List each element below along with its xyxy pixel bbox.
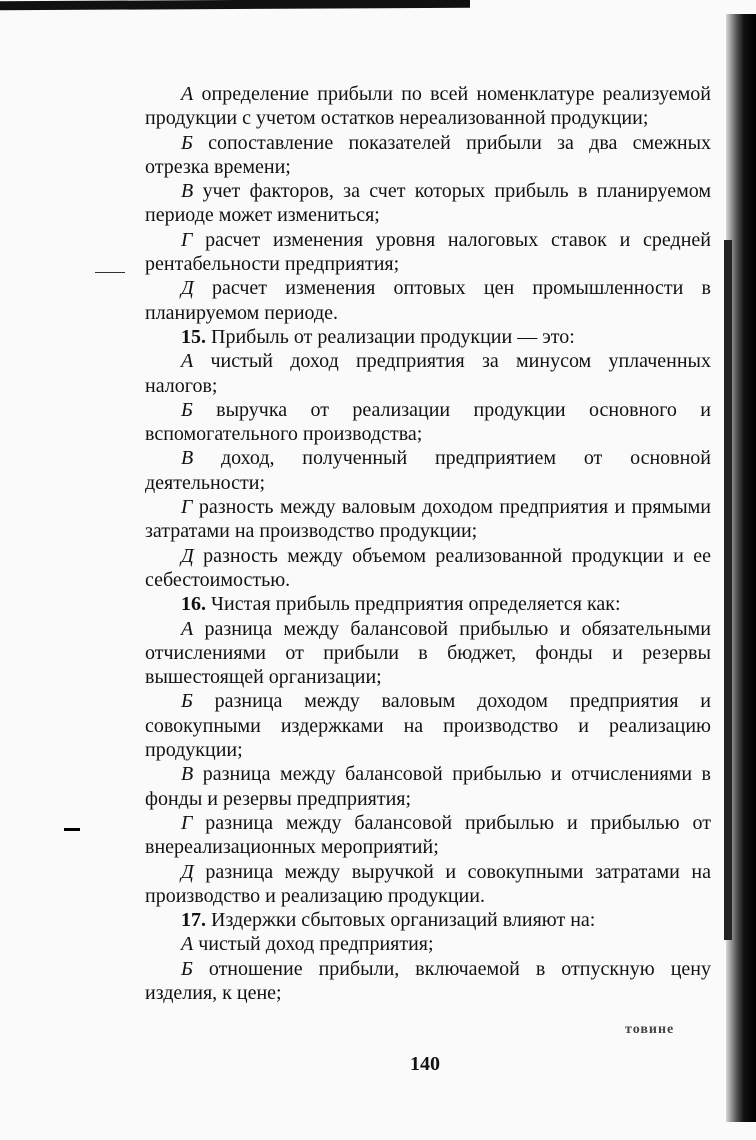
option-text: чистый доход предприятия; <box>198 933 434 956</box>
option-letter: А <box>181 350 194 373</box>
answer-option <box>145 446 711 495</box>
question-text: Прибыль от реализации продукции — это: <box>211 325 575 348</box>
option-text: расчет изменения уровня налоговых ставок и средней рентабельности предприятия; <box>145 228 711 276</box>
option-letter: Г <box>181 811 193 834</box>
option-letter: Д <box>181 544 194 567</box>
option-letter: В <box>181 180 194 203</box>
option-text: доход, полученный предприятием от основной деятельности; <box>145 447 711 494</box>
answer-option <box>145 349 711 398</box>
option-text: разность между валовым доходом предприятия и прямыми затратами на производство продукции; <box>145 496 711 543</box>
option-letter: Г <box>181 228 193 251</box>
option-letter: А <box>181 617 194 640</box>
option-text: сопоставление показателей прибыли за два смежных отрезка времени; <box>145 131 712 178</box>
option-text: расчет изменения оптовых цен промышленности в планируемом периоде. <box>145 277 711 324</box>
question-text: Чистая прибыль предприятия определяется как: <box>211 593 621 616</box>
answer-option <box>145 276 711 325</box>
answer-option <box>145 228 711 277</box>
option-letter: А <box>181 83 194 105</box>
option-letter: Б <box>181 957 193 980</box>
answer-option <box>145 617 711 690</box>
option-letter: Д <box>181 277 194 300</box>
option-letter: Б <box>181 398 193 421</box>
answer-option <box>145 495 711 544</box>
option-text: разница между выручкой и совокупными затратами на производство и реализацию продукции. <box>145 860 711 907</box>
question <box>145 908 711 932</box>
option-text: отношение прибыли, включаемой в отпускную цену изделия, к цене; <box>145 957 711 1004</box>
option-text: учет факторов, за счет которых прибыль в планируемом периоде может измениться; <box>145 180 712 227</box>
option-text: разница между балансовой прибылью и обязательными отчислениями от прибыли в бюджет, фонды и резервы вышестоящей организации; <box>145 617 711 689</box>
option-text: выручка от реализации продукции основного и вспомогательного производства; <box>145 398 711 446</box>
question-text: Издержки сбытовых организаций влияют на: <box>211 909 596 932</box>
answer-option <box>145 131 711 180</box>
option-letter: Д <box>181 860 194 883</box>
answer-option <box>145 179 711 228</box>
page-text-body <box>145 82 711 1005</box>
option-letter: В <box>181 763 194 786</box>
answer-option <box>145 82 711 131</box>
scan-speck <box>64 828 80 831</box>
answer-option <box>145 957 711 1006</box>
question <box>145 325 711 349</box>
scan-speck <box>95 272 125 273</box>
question-number: 17. <box>181 909 206 932</box>
answer-option <box>145 689 711 762</box>
option-text: разница между валовым доходом предприятия и совокупными издержками на производство и реализацию продукции; <box>145 690 712 762</box>
question <box>145 592 711 616</box>
option-text: разность между объемом реализованной продукции и ее себестоимостью. <box>145 544 712 591</box>
answer-option <box>145 762 711 811</box>
option-text: определение прибыли по всей номенклатуре реализуемой продукции с учетом остатков нереализованной продукции; <box>145 83 711 130</box>
page-number: 140 <box>410 1053 440 1075</box>
option-text: разница между балансовой прибылью и отчислениями в фонды и резервы предприятия; <box>145 763 711 810</box>
scan-edge-top <box>0 0 470 10</box>
answer-option <box>145 860 711 909</box>
option-letter: Б <box>181 131 193 154</box>
option-letter: В <box>181 447 194 470</box>
option-text: чистый доход предприятия за минусом уплаченных налогов; <box>145 350 711 397</box>
option-text: разница между балансовой прибылью и прибылью от внереализационных мероприятий; <box>145 811 711 859</box>
option-letter: А <box>181 933 194 956</box>
question-number: 15. <box>181 325 206 348</box>
answer-option <box>145 544 711 593</box>
answer-option <box>145 398 711 447</box>
option-letter: Б <box>181 690 193 713</box>
answer-option <box>145 811 711 860</box>
option-letter: Г <box>181 496 193 519</box>
answer-option <box>145 932 711 956</box>
question-number: 16. <box>181 593 206 616</box>
scan-edge-right-shadow <box>724 240 732 940</box>
bleed-through-text: товине <box>625 1022 675 1037</box>
